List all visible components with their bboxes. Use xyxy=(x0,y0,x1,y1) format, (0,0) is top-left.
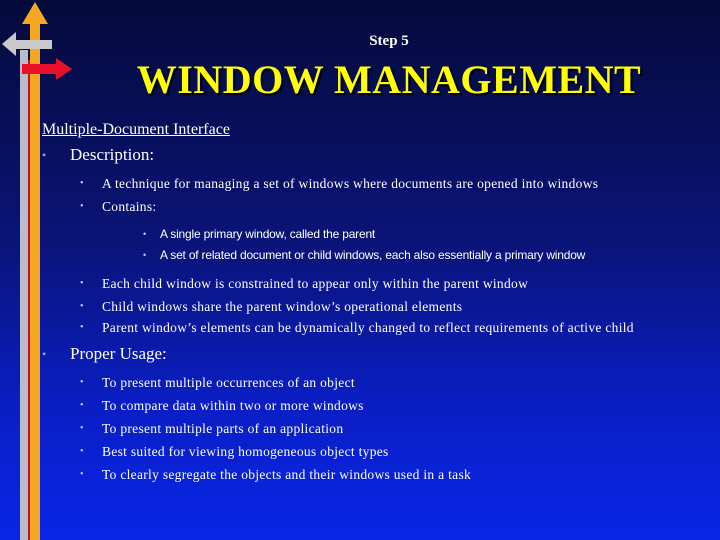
bullet-icon: • xyxy=(80,201,84,212)
list-item: • Child windows share the parent window’s operational elements xyxy=(70,295,682,318)
grey-rail xyxy=(20,50,28,540)
bullet-icon: • xyxy=(80,278,84,289)
bullet-icon: • xyxy=(80,178,84,189)
contains-list xyxy=(70,224,682,266)
list-item: • To clearly segregate the objects and their windows used in a task xyxy=(70,463,682,486)
list-item: • Best suited for viewing homogeneous object types xyxy=(70,440,682,463)
slide-content xyxy=(42,120,682,492)
bullet-icon: • xyxy=(42,347,47,361)
bullet-icon: • xyxy=(143,250,146,260)
step-label: Step 5 xyxy=(369,33,409,49)
description-item xyxy=(42,144,682,337)
list-item: • A single primary window, called the parent xyxy=(70,224,682,245)
usage-item xyxy=(42,343,682,486)
description-list xyxy=(70,172,682,218)
description-label: Description: xyxy=(70,145,155,164)
list-item: • Each child window is constrained to appear only within the parent window xyxy=(70,272,682,295)
bullet-icon: • xyxy=(80,400,84,411)
slide-title: WINDOW MANAGEMENT xyxy=(136,57,642,102)
bullet-icon: • xyxy=(80,469,84,480)
description-more-list xyxy=(70,272,682,337)
main-bullet-list xyxy=(42,144,682,486)
section-heading: Multiple-Document Interface xyxy=(42,121,230,138)
list-item: • Parent window’s elements can be dynamically changed to reflect requirements of active child xyxy=(80,320,634,335)
list-item: • To present multiple parts of an application xyxy=(70,417,682,440)
bullet-icon: • xyxy=(80,377,84,388)
list-item: • To compare data within two or more windows xyxy=(70,394,682,417)
list-item: • To present multiple occurrences of an object xyxy=(70,371,682,394)
usage-label: Proper Usage: xyxy=(70,344,167,363)
bullet-icon: • xyxy=(80,301,84,312)
list-item: • A set of related document or child windows, each also essentially a primary window xyxy=(70,245,682,266)
bullet-icon: • xyxy=(80,446,84,457)
bullet-icon: • xyxy=(42,148,47,162)
list-item: • A technique for managing a set of windows where documents are opened into windows xyxy=(70,172,682,195)
orange-up-arrow-icon xyxy=(22,2,48,24)
usage-list xyxy=(70,371,682,486)
list-item: • Contains: xyxy=(70,195,682,218)
bullet-icon: • xyxy=(143,229,146,239)
bullet-icon: • xyxy=(80,423,84,434)
bullet-icon: • xyxy=(80,322,84,333)
